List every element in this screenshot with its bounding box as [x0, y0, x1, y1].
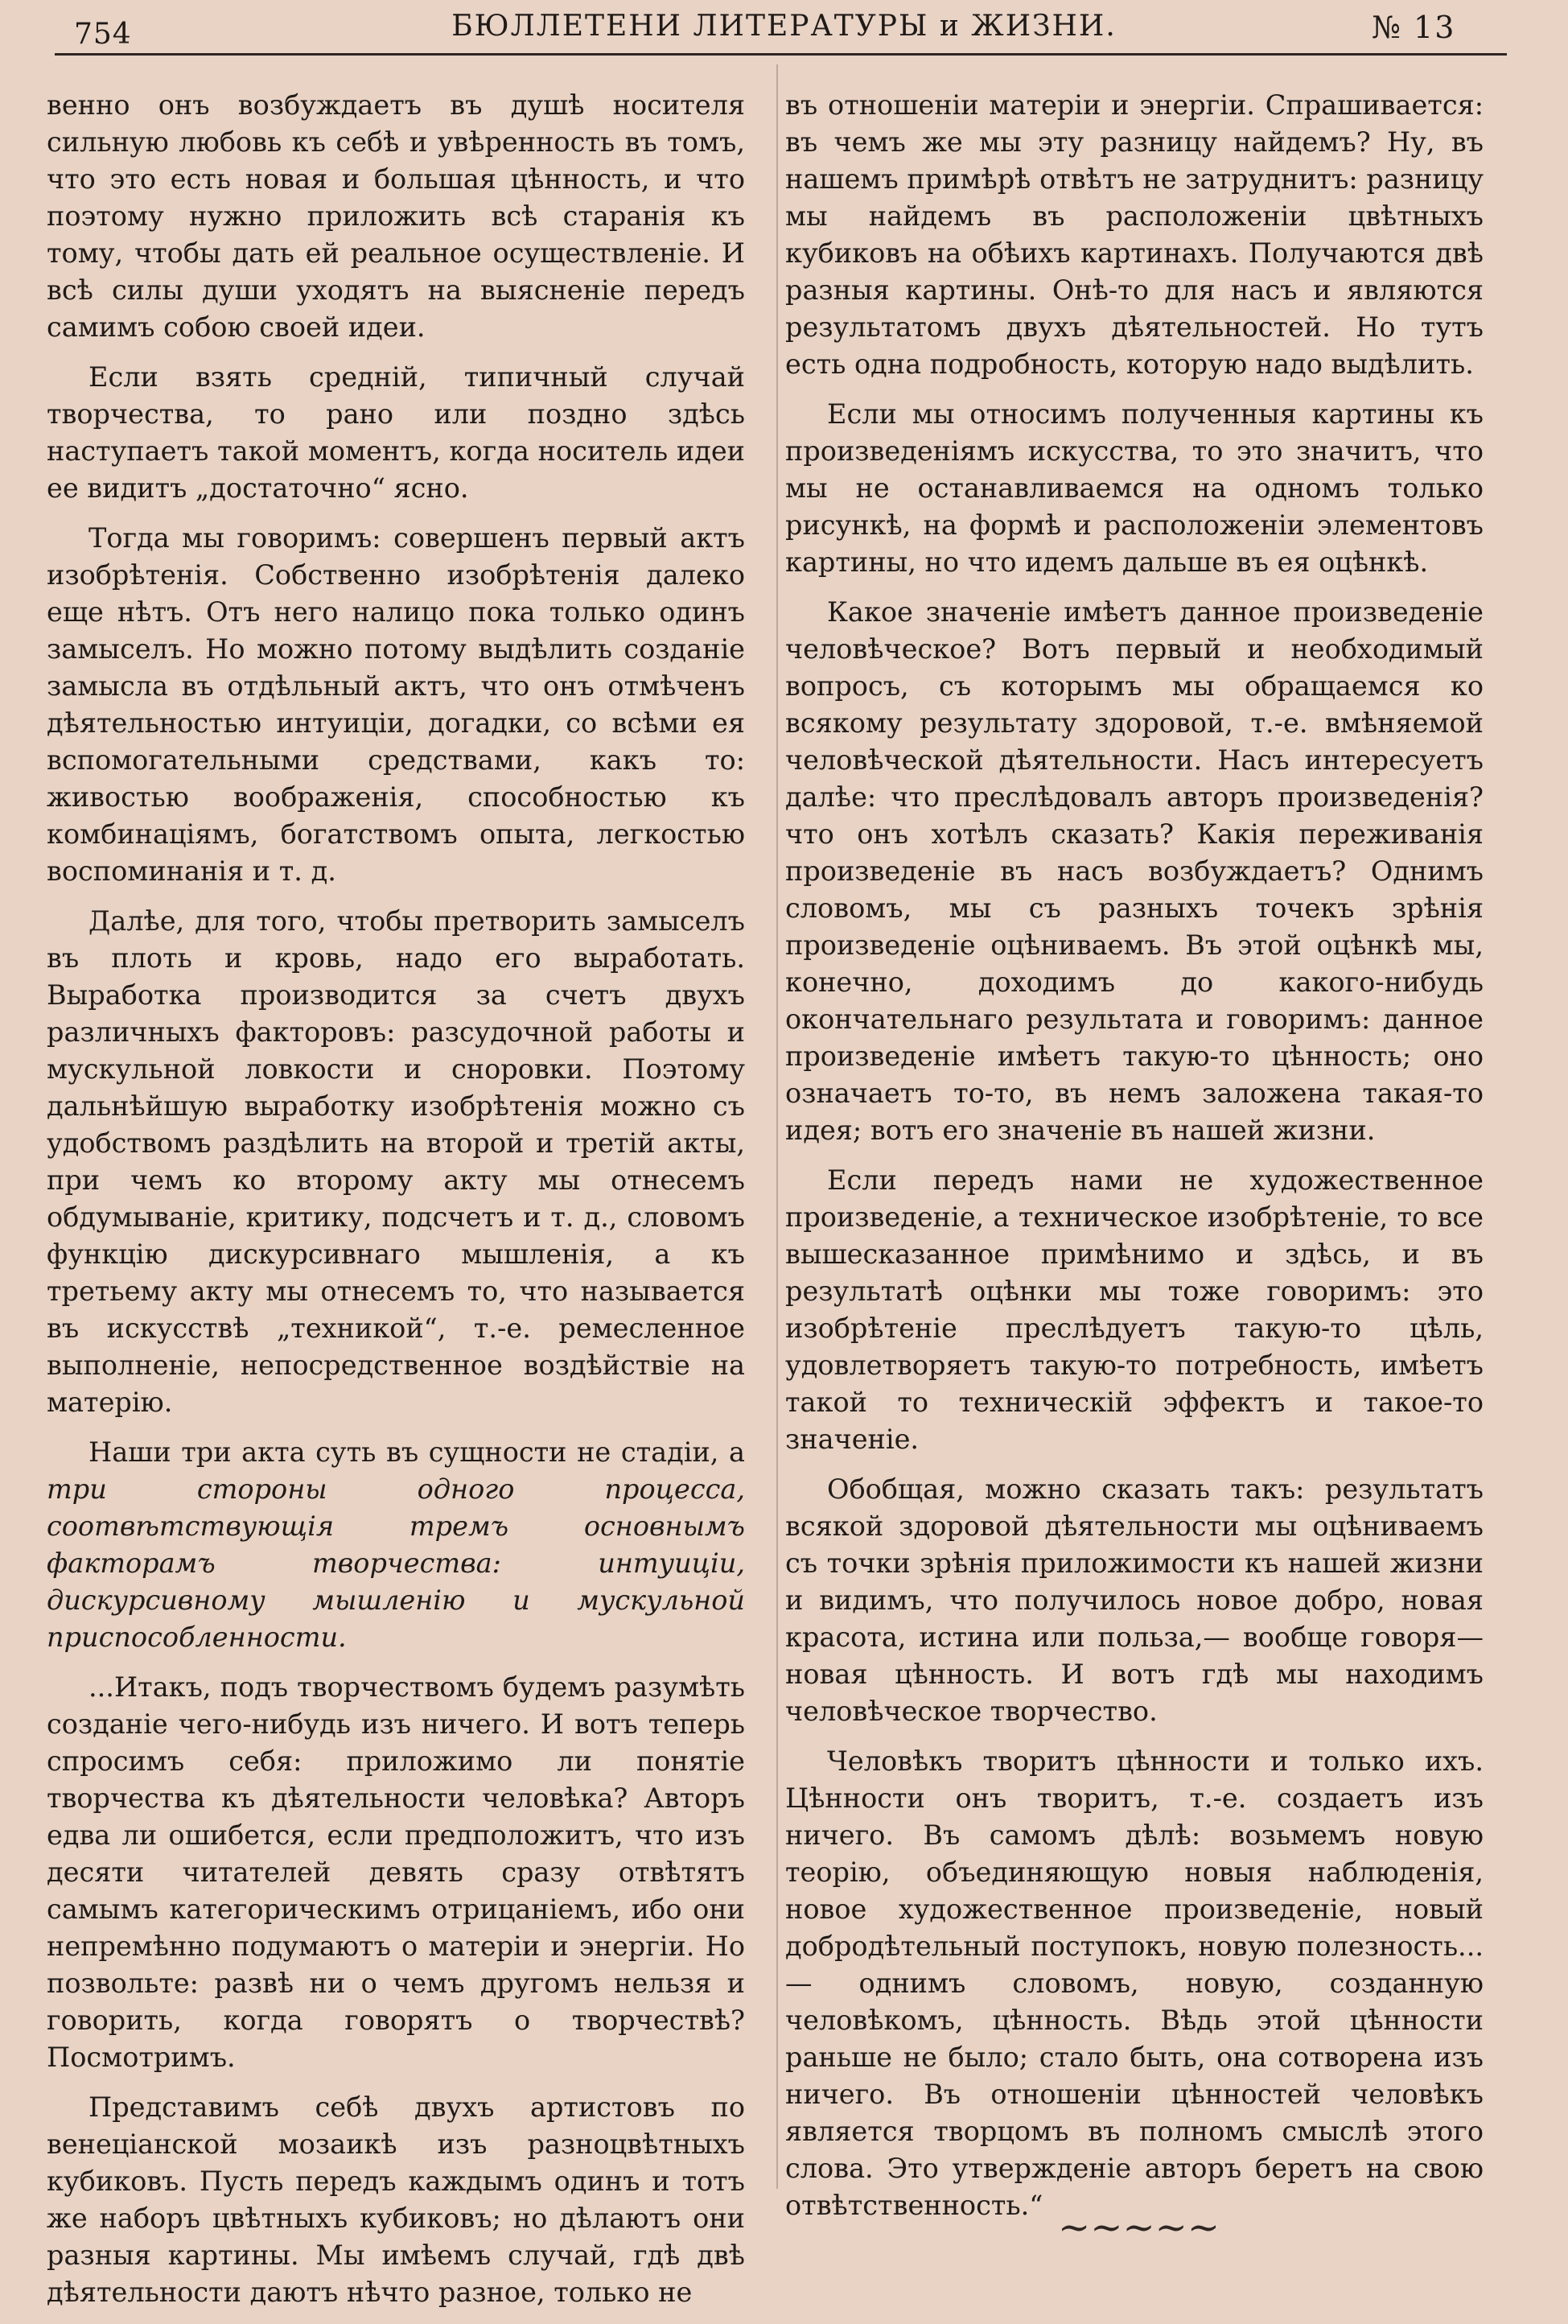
issue-number: № 13: [1372, 10, 1456, 45]
running-title: БЮЛЛЕТЕНИ ЛИТЕРАТУРЫ и ЖИЗНИ.: [451, 10, 1117, 43]
end-ornament: ~~~~~: [1058, 2205, 1220, 2250]
paragraph: Представимъ себѣ двухъ артистовъ по венеціанской мозаикѣ изъ разноцвѣтныхъ кубиковъ. Пусть передъ каждымъ одинъ и тотъ же наборъ цвѣтныхъ кубиковъ; но дѣлаютъ они разныя картины. Мы имѣемъ случай, гдѣ двѣ дѣятельности даютъ нѣчто разное, только не: [47, 2091, 745, 2308]
page-header: [0, 0, 1568, 64]
paragraph: ...Итакъ, подъ творчествомъ будемъ разумѣть созданіе чего-нибудь изъ ничего. И вотъ теперь спросимъ себя: приложимо ли понятіе творчества къ дѣятельности человѣка? Авторъ едва ли ошибется, если предположитъ, что изъ десяти читателей девять сразу отвѣтятъ самымъ категорическимъ отрицаніемъ, ибо они непремѣнно подумаютъ о матеріи и энергіи. Но позвольте: развѣ ни о чемъ другомъ нельзя и говорить, когда говорятъ о творчествѣ? Посмотримъ.: [47, 1671, 745, 2073]
paragraph: [47, 1434, 745, 1656]
paragraph: Далѣе, для того, чтобы претворить замыселъ въ плоть и кровь, надо его выработать. Выработка производится за счетъ двухъ различныхъ факторовъ: разсудочной работы и мускульной ловкости и сноровки. Поэтому дальнѣйшую выработку изобрѣтенія можно съ удобствомъ раздѣлить на второй и третій акты, при чемъ ко второму акту мы отнесемъ обдумываніе, критику, подсчетъ и т. д., словомъ функцію дискурсивнаго мышленія, а къ третьему акту мы отнесемъ то, что называется въ искусствѣ „техникой“, т.-е. ремесленное выполненіе, непосредственное воздѣйствіе на матерію.: [47, 905, 745, 1418]
column-divider: [776, 64, 778, 2189]
header-rule: [55, 53, 1507, 56]
page-number: 754: [74, 18, 132, 51]
paragraph: венно онъ возбуждаетъ въ душѣ носителя сильную любовь къ себѣ и увѣренность въ томъ, что это есть новая и большая цѣнность, и что поэтому нужно приложить всѣ старанія къ тому, чтобы дать ей реальное осуществленіе. И всѣ силы души уходятъ на выясненіе передъ самимъ собою своей идеи.: [47, 89, 745, 343]
paragraph: Человѣкъ творитъ цѣнности и только ихъ. Цѣнности онъ творитъ, т.-е. создаетъ изъ ничего. Въ самомъ дѣлѣ: возьмемъ новую теорію, объединяющую новыя наблюденія, новое художественное произведеніе, новый добродѣтельный поступокъ, новую полезность...— однимъ словомъ, новую, созданную человѣкомъ, цѣнность. Вѣдь этой цѣнности раньше не было; стало быть, она сотворена изъ ничего. Въ отношеніи цѣнностей человѣкъ является творцомъ въ полномъ смыслѣ этого слова. Это утвержденіе авторъ беретъ на свою отвѣтственность.“: [785, 1745, 1484, 2221]
right-column: [785, 87, 1484, 2237]
paragraph: Если мы относимъ полученныя картины къ произведеніямъ искусства, то это значитъ, что мы не останавливаемся на одномъ только рисункѣ, на формѣ и расположеніи элементовъ картины, но что идемъ дальше въ ея оцѣнкѣ.: [785, 398, 1484, 578]
paragraph-text: Наши три акта суть въ сущности не стадіи, а: [88, 1436, 745, 1468]
paragraph: Какое значеніе имѣетъ данное произведеніе человѣческое? Вотъ первый и необходимый вопросъ, съ которымъ мы обращаемся ко всякому результату здоровой, т.-е. вмѣняемой человѣческой дѣятельности. Насъ интересуетъ далѣе: что преслѣдовалъ авторъ произведенія? что онъ хотѣлъ сказать? Какія переживанія произведеніе въ насъ возбуждаетъ? Однимъ словомъ, мы съ разныхъ точекъ зрѣнія произведеніе оцѣниваемъ. Въ этой оцѣнкѣ мы, конечно, доходимъ до какого-нибудь окончательнаго результата и говоримъ: данное произведеніе имѣетъ такую-то цѣнность; оно означаетъ то-то, въ немъ заложена такая-то идея; вотъ его значеніе въ нашей жизни.: [785, 596, 1484, 1146]
paragraph: Если передъ нами не художественное произведеніе, а техническое изобрѣтеніе, то все вышесказанное примѣнимо и здѣсь, и въ результатѣ оцѣнки мы тоже говоримъ: это изобрѣтеніе преслѣдуетъ такую-то цѣль, удовлетворяетъ такую-то потребность, имѣетъ такой то техническій эффектъ и такое-то значеніе.: [785, 1164, 1484, 1455]
paragraph: Тогда мы говоримъ: совершенъ первый актъ изобрѣтенія. Собственно изобрѣтенія далеко еще нѣтъ. Отъ него налицо пока только одинъ замыселъ. Но можно потому выдѣлить созданіе замысла въ отдѣльный актъ, что онъ отмѣченъ дѣятельностью интуиціи, догадки, со всѣми ея вспомогательными средствами, какъ то: живостью воображенія, способностью къ комбинаціямъ, богатствомъ опыта, легкостью воспоминанія и т. д.: [47, 522, 745, 887]
paragraph: Если взять средній, типичный случай творчества, то рано или поздно здѣсь наступаетъ такой моментъ, когда носитель идеи ее видитъ „достаточно“ ясно.: [47, 361, 745, 504]
left-column: [47, 87, 745, 2324]
paragraph: въ отношеніи матеріи и энергіи. Спрашивается: въ чемъ же мы эту разницу найдемъ? Ну, въ нашемъ примѣрѣ отвѣтъ не затруднитъ: разницу мы найдемъ въ расположеніи цвѣтныхъ кубиковъ на обѣихъ картинахъ. Получаются двѣ разныя картины. Онѣ-то для насъ и являются результатомъ двухъ дѣятельностей. Но тутъ есть одна подробность, которую надо выдѣлить.: [785, 89, 1484, 380]
paragraph: Обобщая, можно сказать такъ: результатъ всякой здоровой дѣятельности мы оцѣниваемъ съ точки зрѣнія приложимости къ нашей жизни и видимъ, что получилось новое добро, новая красота, истина или польза,— вообще говоря— новая цѣнность. И вотъ гдѣ мы находимъ человѣческое творчество.: [785, 1473, 1484, 1727]
italic-emphasis: три стороны одного процесса, соотвѣтствующія тремъ основнымъ факторамъ творчества: интуиціи, дискурсивному мышленію и мускульной приспособленности.: [47, 1473, 745, 1653]
